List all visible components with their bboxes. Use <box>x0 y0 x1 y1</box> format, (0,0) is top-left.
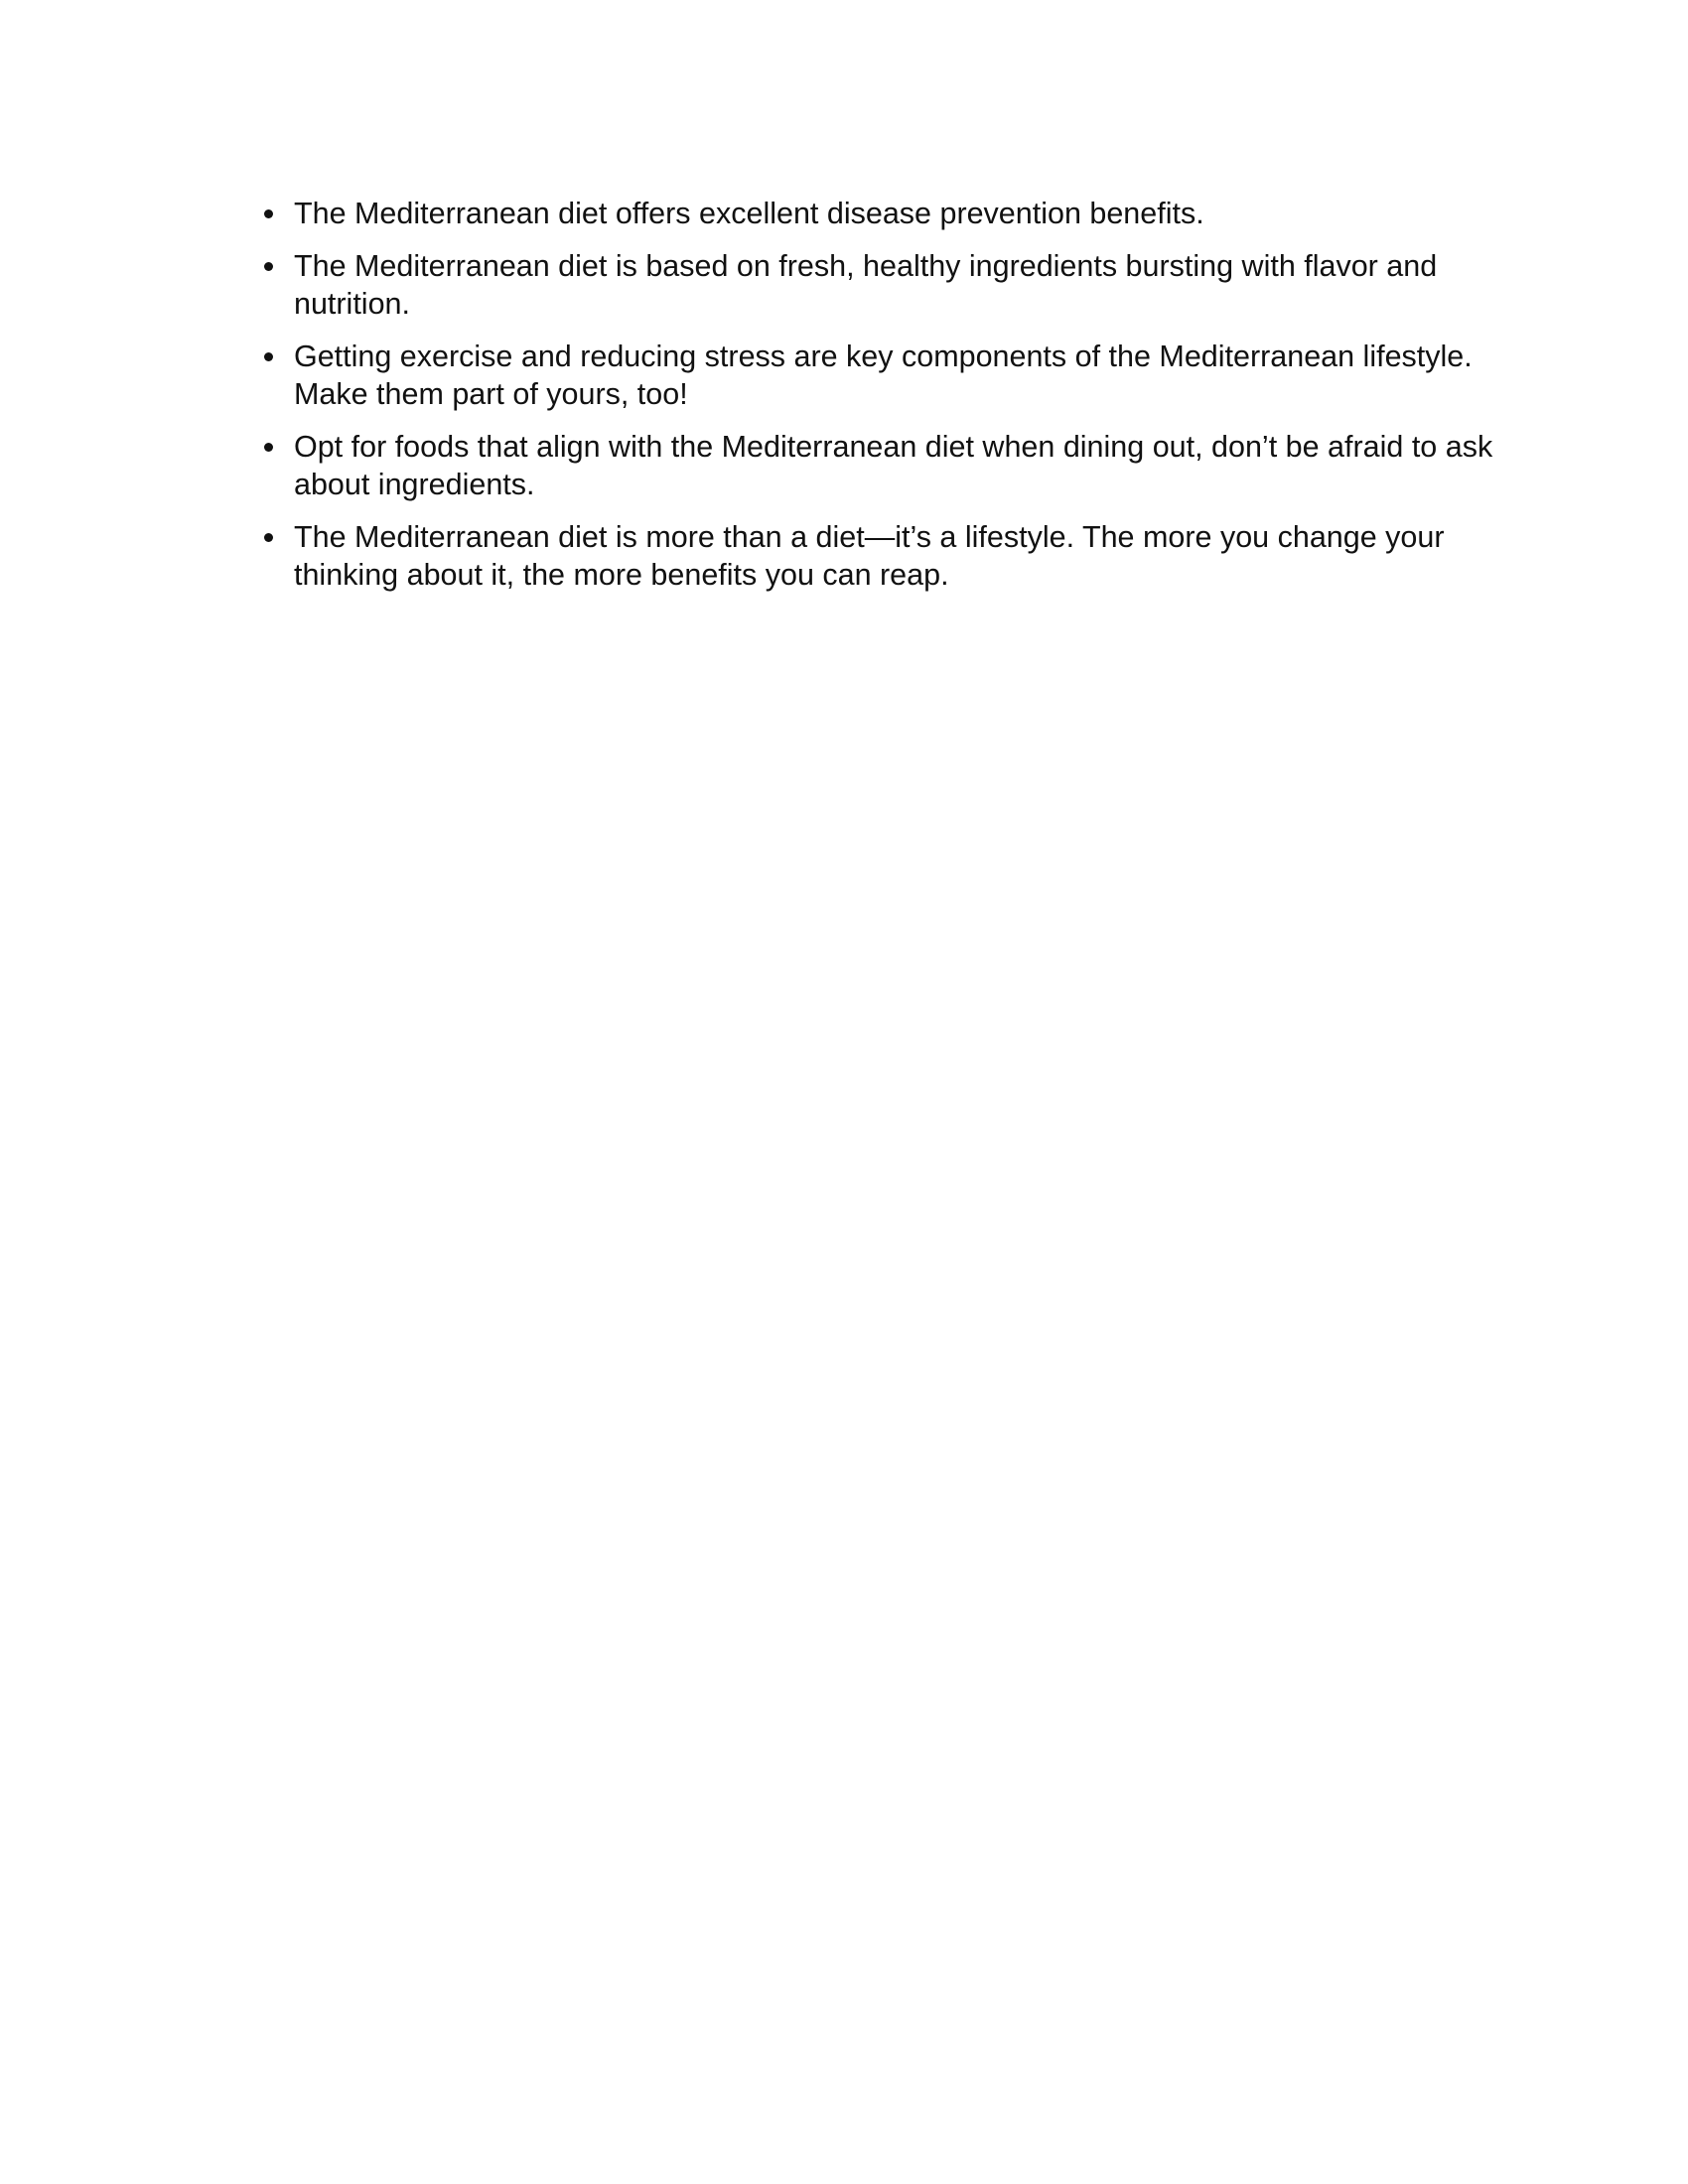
list-item <box>264 428 1495 503</box>
bullet-icon <box>264 533 273 542</box>
bullet-list <box>264 195 1495 609</box>
bullet-icon <box>264 262 273 271</box>
list-item <box>264 195 1495 232</box>
list-item <box>264 247 1495 323</box>
list-item <box>264 518 1495 594</box>
list-item-text: The Mediterranean diet offers excellent disease prevention benefits. <box>294 197 1204 230</box>
bullet-icon <box>264 209 273 218</box>
list-item-text: Getting exercise and reducing stress are key components of the Mediterranean lifestyle. Make them part of yours, too! <box>294 340 1473 411</box>
bullet-icon <box>264 352 273 361</box>
list-item-text: The Mediterranean diet is more than a diet—it’s a lifestyle. The more you change your thinking about it, the more benefits you can reap. <box>294 520 1445 592</box>
bullet-icon <box>264 443 273 452</box>
list-item-text: The Mediterranean diet is based on fresh, healthy ingredients bursting with flavor and nutrition. <box>294 249 1438 321</box>
list-item <box>264 338 1495 413</box>
list-item-text: Opt for foods that align with the Mediterranean diet when dining out, don’t be afraid to ask about ingredients. <box>294 430 1493 501</box>
